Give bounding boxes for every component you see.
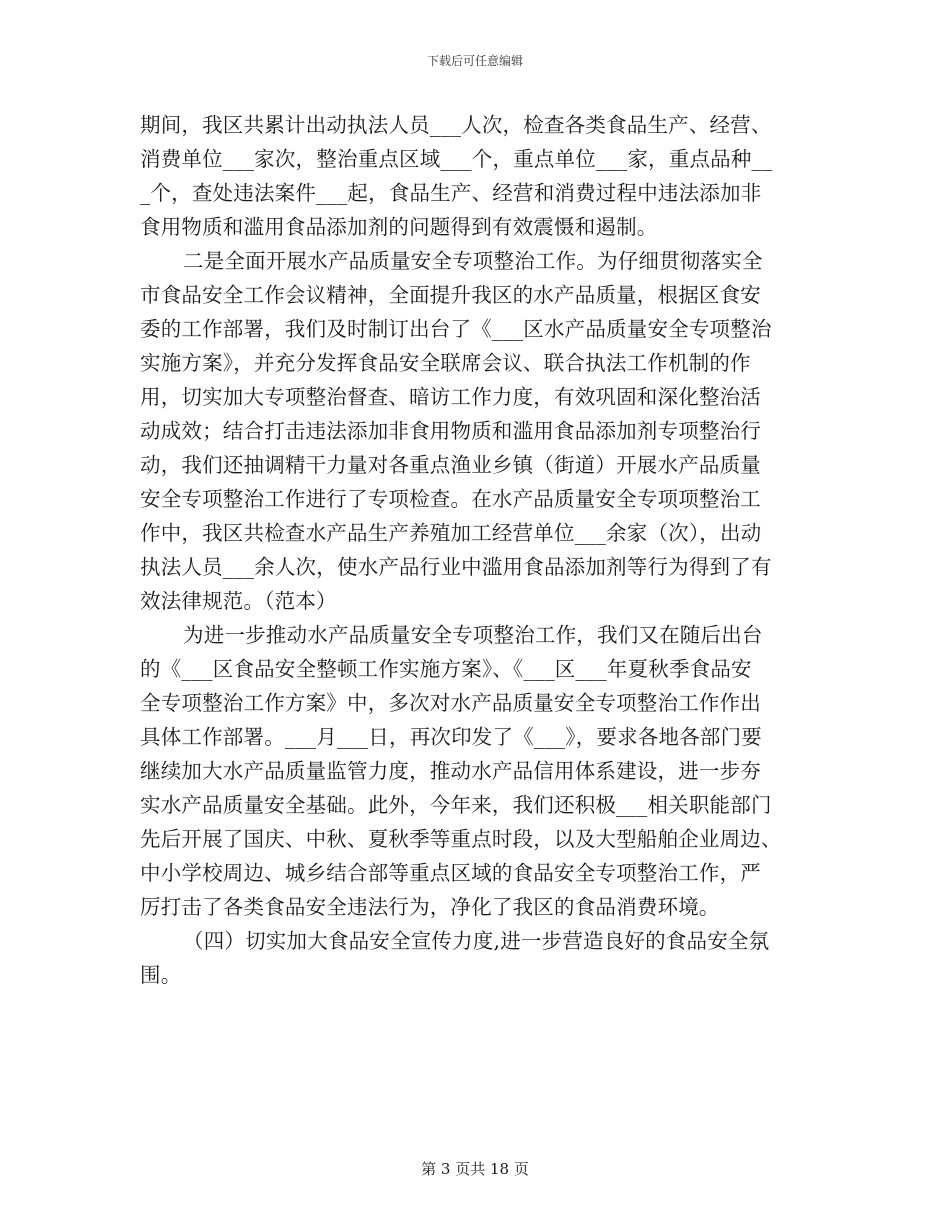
text-line: 围。 [140,963,182,987]
text-line: 具体工作部署。___月___日，再次印发了《___》，要求各地各部门要 [140,725,762,749]
text-line: 动，我们还抽调精干力量对各重点渔业乡镇（街道）开展水产品质量 [140,453,761,477]
text-line: 全专项整治工作方案》中，多次对水产品质量安全专项整治工作作出 [140,691,761,715]
document-body [140,108,808,992]
text-line: 实施方案》，并充分发挥食品安全联席会议、联合执法工作机制的作 [140,351,751,375]
text-line: 用，切实加大专项整治督查、暗访工作力度，有效巩固和深化整治活 [140,385,761,409]
text-line: 二是全面开展水产品质量安全专项整治工作。为仔细贯彻落实全 [183,249,763,273]
text-line: 期间，我区共累计出动执法人员___人次，检查各类食品生产、经营、 [140,113,772,137]
text-line: 执法人员___余人次，使水产品行业中滥用食品添加剂等行为得到了有 [140,555,772,579]
page-header: 下载后可任意编辑 [426,54,523,68]
text-line: 实水产品质量安全基础。此外，今年来，我们还积极___相关职能部门 [140,793,772,817]
text-line: 继续加大水产品质量监管力度，推动水产品信用体系建设，进一步夯 [140,759,761,783]
text-line: 厉打击了各类食品安全违法行为，净化了我区的食品消费环境。 [140,895,720,919]
text-line: 中小学校周边、城乡结合部等重点区域的食品安全专项整治工作，严 [140,861,761,885]
text-line: 食用物质和滥用食品添加剂的问题得到有效震慑和遏制。 [140,215,658,239]
text-line: 的《___区食品安全整顿工作实施方案》、《___区___年夏秋季食品安 [140,657,752,681]
text-line: 市食品安全工作会议精神，全面提升我区的水产品质量，根据区食安 [140,283,761,307]
text-line: 作中，我区共检查水产品生产养殖加工经营单位___余家（次），出动 [140,521,762,545]
text-line: 先后开展了国庆、中秋、夏秋季等重点时段，以及大型船舶企业周边、 [140,827,782,851]
text-line: 为进一步推动水产品质量安全专项整治工作，我们又在随后出台 [183,623,763,647]
text-line: 委的工作部署，我们及时制订出台了《___区水产品质量安全专项整治 [140,317,772,341]
text-line: （四）切实加大食品安全宣传力度,进一步营造良好的食品安全氛 [183,929,770,953]
text-line: _个，查处违法案件___起，食品生产、经营和消费过程中违法添加非 [140,181,762,205]
text-line: 动成效；结合打击违法添加非食用物质和滥用食品添加剂专项整治行 [140,419,761,443]
text-line: 安全专项整治工作进行了专项检查。在水产品质量安全专项项整治工 [140,487,761,511]
text-line: 效法律规范。（范本） [140,589,337,613]
text-line: 消费单位___家次，整治重点区域___个，重点单位___家，重点品种__ [140,147,773,171]
page-footer: 第 3 页共 18 页 [421,1160,529,1178]
